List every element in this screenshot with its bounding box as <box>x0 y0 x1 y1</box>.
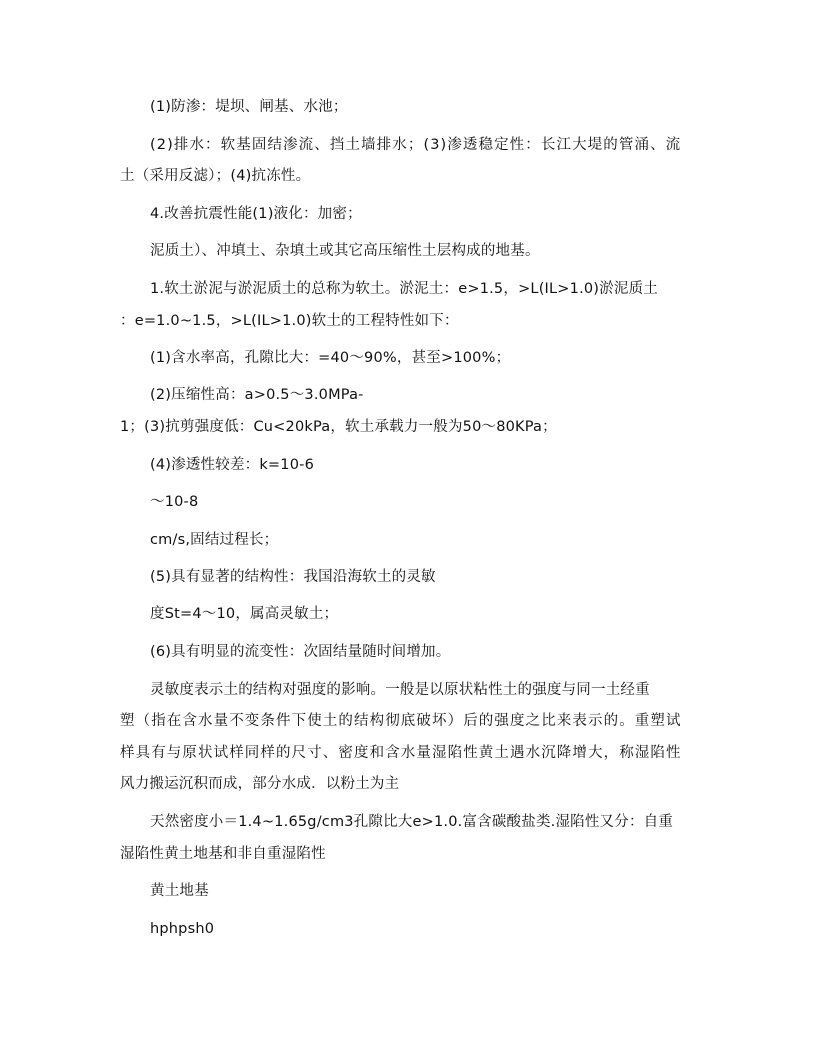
text-line: (1)防渗：堤坝、闸基、水池； <box>150 99 348 115</box>
text-line: 度St=4～10，属高灵敏土； <box>150 606 339 622</box>
text-line: (6)具有明显的流变性：次固结量随时间增加。 <box>150 644 451 660</box>
text-line: 黄土地基 <box>150 883 209 899</box>
text-line: 灵敏度表示土的结构对强度的影响。一般是以原状粘性土的强度与同一土经重 <box>150 682 650 698</box>
text-line: 风力搬运沉积而成，部分水成．以粉土为主 <box>120 776 400 792</box>
text-line: (2)压缩性高：a>0.5～3.0MPa- <box>150 387 364 403</box>
text-line: ：e=1.0~1.5，>L(IL>1.0)软土的工程特性如下： <box>120 313 459 329</box>
text-line: 泥质土）、冲填土、杂填土或其它高压缩性土层构成的地基。 <box>150 243 540 259</box>
text-line: 土（采用反滤）；(4)抗冻性。 <box>120 168 311 184</box>
text-line: 天然密度小＝1.4~1.65g/cm3孔隙比大e>1.0.富含碳酸盐类.湿陷性又分：自重 <box>150 814 674 830</box>
text-line: 样具有与原状试样同样的尺寸、密度和含水量湿陷性黄土遇水沉降增大，称湿陷性 <box>120 745 682 761</box>
text-line: (4)渗透性较差：k=10-6 <box>150 457 314 473</box>
text-line: 1.软土淤泥与淤泥质土的总称为软土。淤泥土：e>1.5，>L(IL>1.0)淤泥质土 <box>150 281 658 297</box>
text-line: cm/s,固结过程长； <box>150 532 279 548</box>
text-line: 4.改善抗震性能(1)液化：加密； <box>150 206 362 222</box>
text-line: 塑（指在含水量不变条件下使土的结构彻底破坏）后的强度之比来表示的。重塑试 <box>120 713 682 729</box>
text-line: 1；(3)抗剪强度低：Cu<20kPa，软土承载力一般为50～80KPa； <box>120 419 557 435</box>
text-line: (1)含水率高，孔隙比大：=40～90%，甚至>100%； <box>150 350 511 366</box>
text-line: hphpsh0 <box>150 921 215 937</box>
text-line: 湿陷性黄土地基和非自重湿陷性 <box>120 846 326 862</box>
text-line: ～10-8 <box>150 494 199 510</box>
text-line: (5)具有显著的结构性：我国沿海软土的灵敏 <box>150 569 436 585</box>
text-line: (2)排水：软基固结渗流、挡土墙排水；(3)渗透稳定性：长江大堤的管涌、流 <box>150 137 682 153</box>
